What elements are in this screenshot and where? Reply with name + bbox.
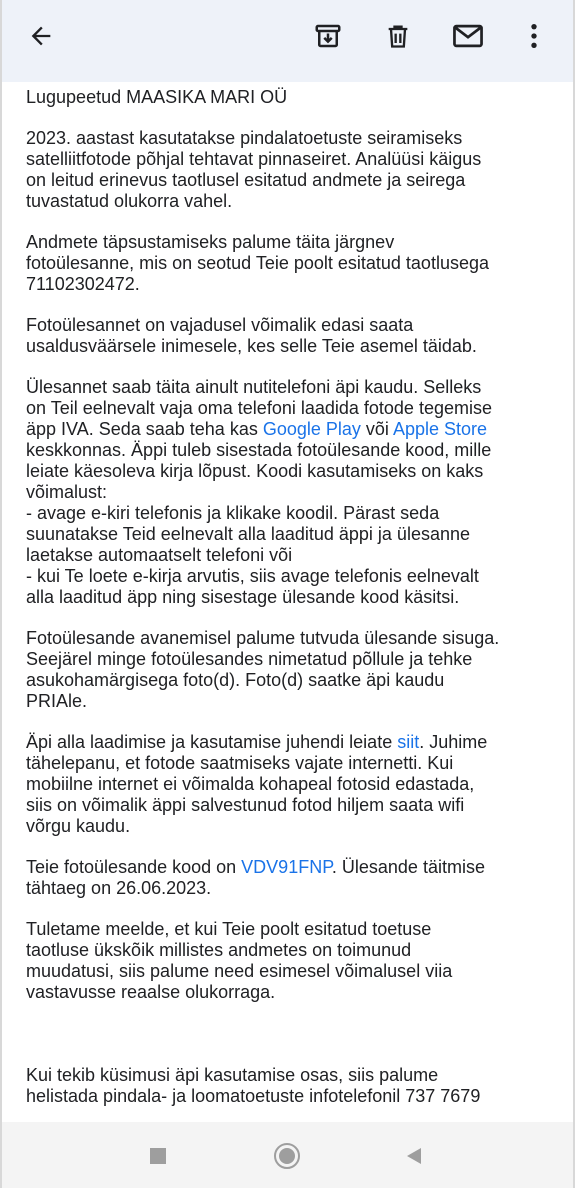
- email-paragraph-2: Andmete täpsustamiseks palume täita järgnev fotoülesanne, mis on seotud Teie poolt esitatud taotlusega 71102302472.: [26, 232, 489, 294]
- guide-link[interactable]: siit: [397, 732, 420, 752]
- task-code-link[interactable]: VDV91FNP: [241, 857, 332, 877]
- back-nav-icon[interactable]: [394, 1136, 434, 1176]
- system-navigation-bar: [0, 1122, 575, 1188]
- paragraph-6-text-b: . Juhime tähelepanu, et fotode saatmiseks vajate internetti. Kui mobiilne internet ei võimalda kohapeal fotosid edastada, siis on võimalik äppi salvestunud fotod hiljem saata wifi võrgu kaudu.: [26, 732, 488, 836]
- more-options-icon[interactable]: [512, 14, 556, 58]
- email-body: [26, 87, 556, 1127]
- email-paragraph-8: Tuletame meelde, et kui Teie poolt esitatud toetuse taotluse ükskõik millistes andmetes on toimunud muudatusi, siis palume need esimesel võimalusel viia vastavusse reaalse olukorraga.: [26, 919, 453, 1002]
- mail-icon[interactable]: [446, 14, 490, 58]
- back-arrow-icon[interactable]: [19, 14, 63, 58]
- email-paragraph-1: 2023. aastast kasutatakse pindalatoetuste seiramiseks satelliitfotode põhjal tehtavat pinnaseiret. Analüüsi käigus on leitud erinevus taotlusel esitatud andmete ja seirega tuvastatud olukorra vahel.: [26, 128, 482, 211]
- paragraph-4-text-a: Ülesannet saab täita ainult nutitelefoni äpi kaudu. Selleks on Teil eelnevalt vaja oma telefoni laadida fotode tegemise äpp IVA. Seda saab teha kas: [26, 377, 492, 439]
- paragraph-7-text-a: Teie fotoülesande kood on: [26, 857, 242, 877]
- trash-icon[interactable]: [376, 14, 420, 58]
- email-paragraph-7: [26, 857, 556, 899]
- email-paragraph-5: Fotoülesande avanemisel palume tutvuda ülesande sisuga. Seejärel minge fotoülesandes nimetatud põllule ja tehke asukohamärgisega foto(d). Foto(d) saatke äpi kaudu PRIAle.: [26, 628, 500, 711]
- email-greeting: Lugupeetud MAASIKA MARI OÜ: [26, 87, 288, 107]
- paragraph-6-text-a: Äpi alla laadimise ja kasutamise juhendi leiate: [26, 732, 398, 752]
- archive-icon[interactable]: [306, 14, 350, 58]
- home-icon[interactable]: [267, 1136, 307, 1176]
- paragraph-4-text-b: või: [360, 419, 393, 439]
- google-play-link[interactable]: Google Play: [262, 419, 361, 439]
- email-paragraph-9: Kui tekib küsimusi äpi kasutamise osas, siis palume helistada pindala- ja loomatoetuste infotelefonil 737 7679: [26, 1065, 481, 1106]
- paragraph-7-text-b: . Ülesande täitmise tähtaeg on 26.06.2023.: [26, 857, 485, 898]
- paragraph-4-text-c: keskkonnas. Äppi tuleb sisestada fotoülesande kood, mille leiate käesoleva kirja lõpust. Koodi kasutamiseks on kaks võimalust: - avage e-kiri telefonis ja klikake koodil. Pärast seda suunatakse Teid eelnevalt alla laaditud äppi ja ülesanne laetakse automaatselt telefoni või - kui Te loete e-kirja arvutis, siis avage telefonis eelnevalt alla laaditud äpp ning sisestage ülesande kood käsitsi.: [26, 440, 492, 607]
- apple-store-link[interactable]: Apple Store: [392, 419, 487, 439]
- email-paragraph-4: [26, 377, 556, 608]
- recent-apps-icon[interactable]: [138, 1136, 178, 1176]
- email-paragraph-6: [26, 732, 556, 837]
- email-paragraph-3: Fotoülesannet on vajadusel võimalik edasi saata usaldusväärsele inimesele, kes selle Teie asemel täidab.: [26, 315, 477, 356]
- app-toolbar: [0, 0, 575, 82]
